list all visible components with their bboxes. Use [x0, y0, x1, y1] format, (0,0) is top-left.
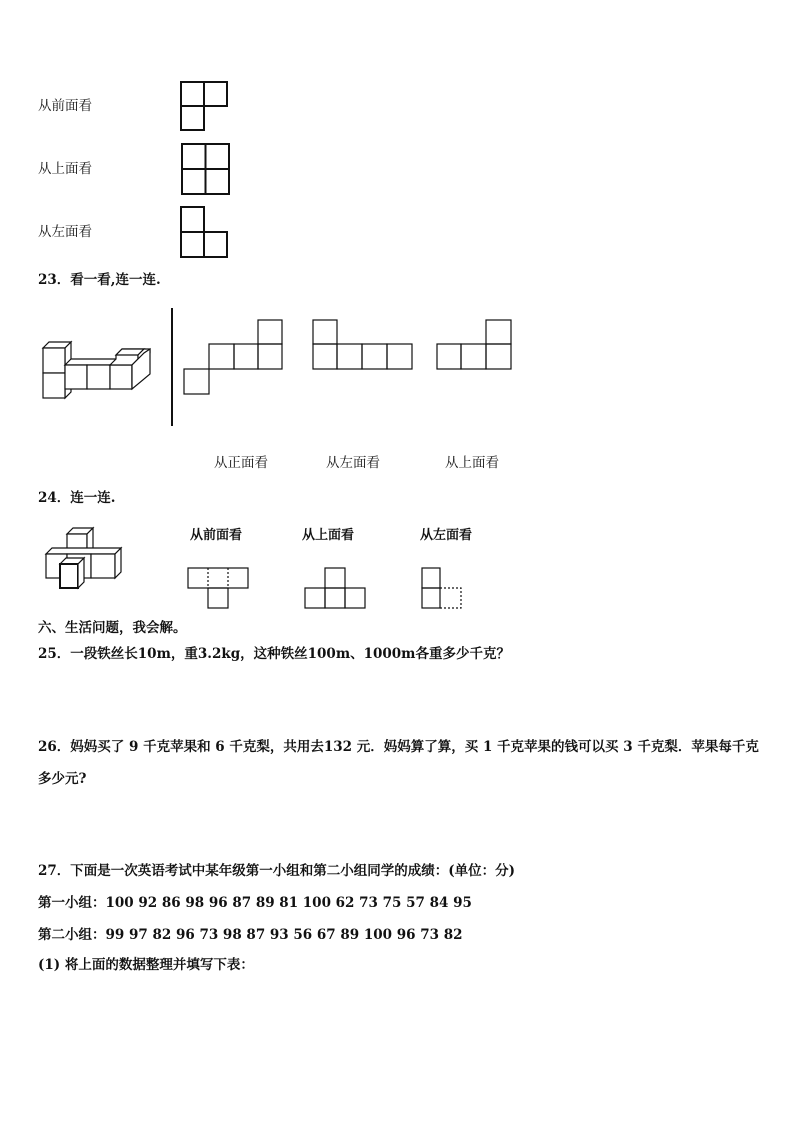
q23-label-front: 从正面看	[214, 455, 268, 471]
q24-shape-top	[304, 567, 368, 611]
q27-group1: 第一小组：100 92 86 98 96 87 89 81 100 62 73 75 57 84 95	[38, 895, 472, 911]
q24-label-left: 从左面看	[420, 528, 473, 543]
q23-shape-b	[312, 319, 416, 372]
left-view-shape	[180, 206, 230, 259]
q24-label-top: 从上面看	[302, 528, 355, 543]
view-label-top: 从上面看	[38, 161, 92, 177]
q23-divider	[171, 308, 173, 426]
q24-title: 24．连一连.	[38, 490, 116, 506]
view-label-front: 从前面看	[38, 98, 92, 114]
q23-shape-a	[183, 319, 285, 397]
q26-line2: 多少元?	[38, 771, 87, 787]
section-six-title: 六、生活问题，我会解。	[38, 620, 187, 636]
q24-label-front: 从前面看	[190, 528, 243, 543]
q26-line1: 26．妈妈买了 9 千克苹果和 6 千克梨，共用去132 元．妈妈算了算，买 1 千克苹果的钱可以买 3 千克梨．苹果每千克	[38, 739, 759, 755]
view-label-left: 从左面看	[38, 224, 92, 240]
q25-text: 25．一段铁丝长10m，重3.2kg，这种铁丝100m、1000m各重多少千克？	[38, 646, 510, 662]
q27-sub1: (1) 将上面的数据整理并填写下表：	[38, 957, 254, 973]
q23-cube-figure	[40, 340, 155, 400]
q23-label-left: 从左面看	[326, 455, 380, 471]
q23-shape-c	[436, 319, 515, 372]
top-view-shape	[181, 143, 231, 195]
q23-title: 23．看一看,连一连.	[38, 272, 161, 288]
q23-label-top: 从上面看	[445, 455, 499, 471]
q24-shape-front	[187, 567, 251, 611]
q27-intro: 27．下面是一次英语考试中某年级第一小组和第二小组同学的成绩：(单位：分)	[38, 863, 516, 879]
q24-cube-figure	[43, 526, 128, 592]
front-view-shape	[180, 81, 230, 133]
q27-group2: 第二小组：99 97 82 96 73 98 87 93 56 67 89 100 96 73 82	[38, 927, 463, 943]
q24-shape-left	[421, 567, 465, 611]
